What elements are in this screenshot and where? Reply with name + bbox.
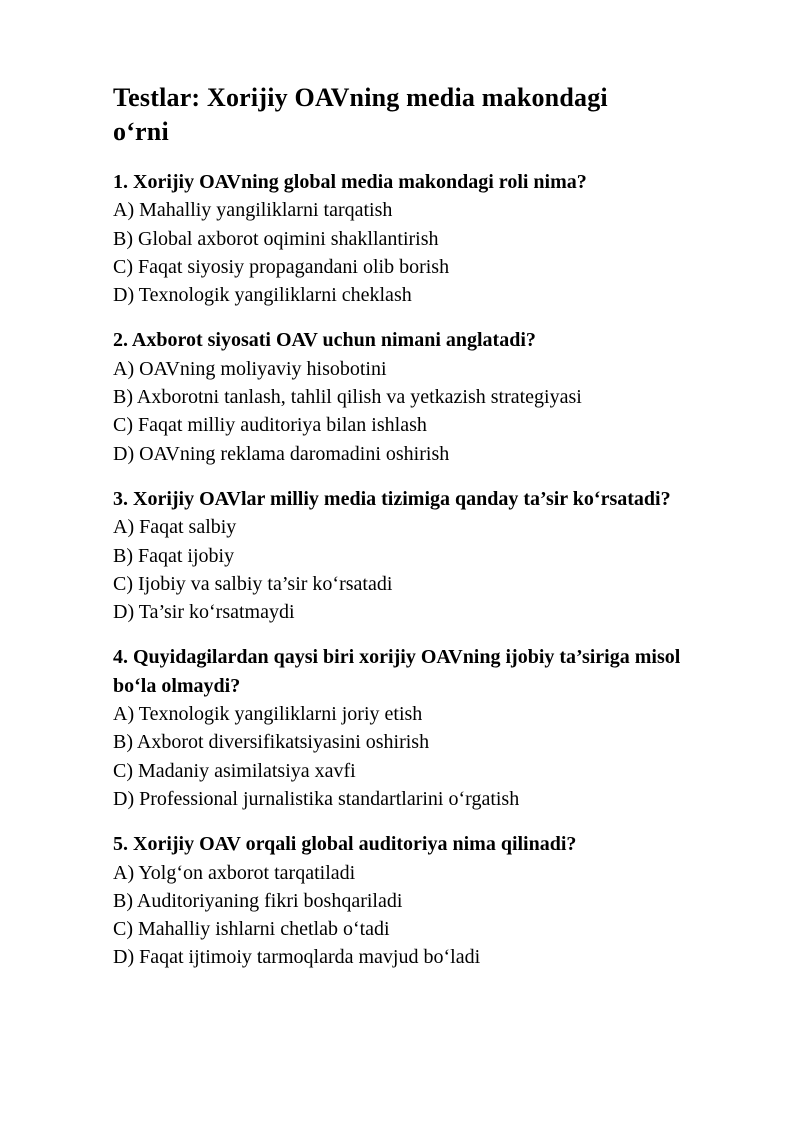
question-2-option-a: A) OAVning moliyaviy hisobotini <box>113 357 387 380</box>
question-4-option-b: B) Axborot diversifikatsiyasini oshirish <box>113 731 430 754</box>
question-4-heading-line-2: bo‘la olmaydi? <box>113 674 241 697</box>
question-block-4 <box>113 643 730 813</box>
question-3-option-c: C) Ijobiy va salbiy ta’sir ko‘rsatadi <box>113 572 393 595</box>
question-block-2 <box>113 326 730 467</box>
question-1-option-c: C) Faqat siyosiy propagandani olib borish <box>113 255 450 278</box>
question-2-option-d: D) OAVning reklama daromadini oshirish <box>113 442 450 465</box>
page-title <box>113 81 730 149</box>
question-2-heading: 2. Axborot siyosati OAV uchun nimani anglatadi? <box>113 329 536 352</box>
question-block-3 <box>113 485 730 626</box>
question-block-1 <box>113 168 730 309</box>
question-4-heading-line-1: 4. Quyidagilardan qaysi biri xorijiy OAVning ijobiy ta’siriga misol <box>113 646 681 669</box>
page-title-line-1: Testlar: Xorijiy OAVning media makondagi <box>113 83 608 112</box>
question-4-option-c: C) Madaniy asimilatsiya xavfi <box>113 759 356 782</box>
question-1-option-b: B) Global axborot oqimini shakllantirish <box>113 227 439 250</box>
question-1-option-a: A) Mahalliy yangiliklarni tarqatish <box>113 199 393 222</box>
question-5-heading: 5. Xorijiy OAV orqali global auditoriya nima qilinadi? <box>113 833 577 856</box>
question-3-option-b: B) Faqat ijobiy <box>113 544 235 567</box>
question-5-option-b: B) Auditoriyaning fikri boshqariladi <box>113 889 403 912</box>
question-5-option-c: C) Mahalliy ishlarni chetlab o‘tadi <box>113 918 390 941</box>
question-block-5 <box>113 830 730 971</box>
question-1-option-d: D) Texnologik yangiliklarni cheklash <box>113 284 412 307</box>
question-2-option-b: B) Axborotni tanlash, tahlil qilish va yetkazish strategiyasi <box>113 386 582 409</box>
question-4-option-a: A) Texnologik yangiliklarni joriy etish <box>113 703 423 726</box>
question-1-heading: 1. Xorijiy OAVning global media makondagi roli nima? <box>113 171 587 193</box>
question-2-option-c: C) Faqat milliy auditoriya bilan ishlash <box>113 414 427 437</box>
question-3-heading: 3. Xorijiy OAVlar milliy media tizimiga qanday ta’sir ko‘rsatadi? <box>113 487 671 510</box>
question-5-option-a: A) Yolg‘on axborot tarqatiladi <box>113 861 356 884</box>
question-4-option-d: D) Professional jurnalistika standartlarini o‘rgatish <box>113 787 520 810</box>
page-title-line-2: o‘rni <box>113 117 169 146</box>
question-3-option-a: A) Faqat salbiy <box>113 516 237 539</box>
question-3-option-d: D) Ta’sir ko‘rsatmaydi <box>113 601 295 624</box>
question-5-option-d: D) Faqat ijtimoiy tarmoqlarda mavjud bo‘ladi <box>113 946 481 969</box>
